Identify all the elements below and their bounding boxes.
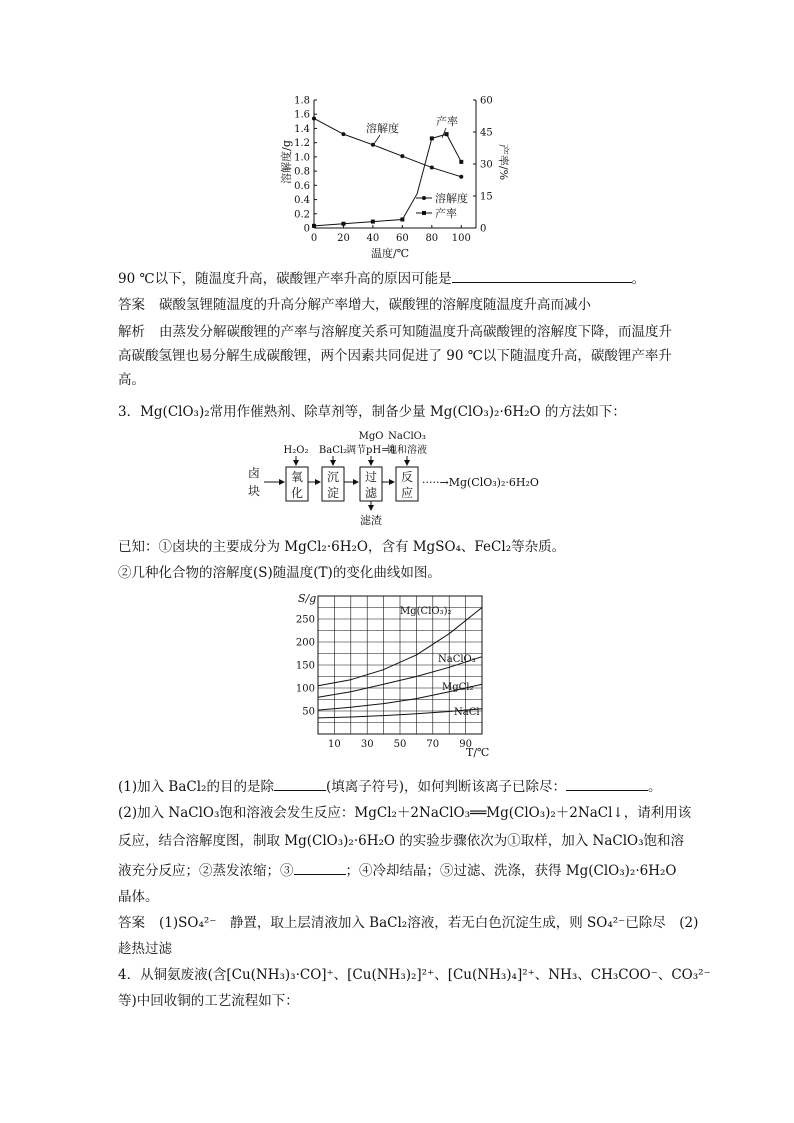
chart2-x-tick-label: 50 <box>393 739 407 750</box>
flow-box-2-char-1: 沉 <box>326 470 340 484</box>
legend-solubility-marker <box>422 196 426 200</box>
chart1-right-tick-label: 0 <box>480 223 487 235</box>
flow-box-1-char-2: 化 <box>290 486 304 500</box>
chart1-x-tick-label: 40 <box>366 233 380 244</box>
chart2-y-tick-label: 50 <box>302 706 315 718</box>
chart2-y-tick-label: 250 <box>295 614 315 626</box>
chart1-x-axis-label: 温度/℃ <box>370 247 410 260</box>
chart1-x-tick-label: 100 <box>451 233 471 244</box>
chart2-y-axis-label: S/g <box>298 592 317 605</box>
solubility-curves-chart <box>290 588 500 764</box>
flow-box-2-char-2: 淀 <box>326 486 340 500</box>
q3-sub2-line-2: 反应，结合溶解度图，制取 Mg(ClO₃)₂·6H₂O 的实验步骤依次为①取样，加入 NaClO₃饱和溶 <box>118 833 685 849</box>
chart1-left-tick-label: 0.6 <box>294 180 310 192</box>
q2-answer-text: 碳酸氢锂随温度的升高分解产率增大，碳酸锂的溶解度随温度升高而减小 <box>159 297 591 313</box>
q3-sub2-line-3b: ；④冷却结晶；⑤过滤、洗涤，获得 Mg(ClO₃)₂·6H₂O <box>345 863 677 879</box>
q2-analysis <box>118 320 678 392</box>
flow-reagent-1: H₂O₂ <box>283 445 309 456</box>
q3-sub1 <box>118 776 662 796</box>
flow-reagent-3b: 调节pH=4 <box>346 445 396 456</box>
chart1-left-tick-label: 1.2 <box>294 138 310 150</box>
yield-point <box>312 224 316 228</box>
flow-end-product: ·····→Mg(ClO₃)₂·6H₂O <box>422 476 539 489</box>
flow-box-3-char-1: 过 <box>364 470 378 484</box>
flow-reagent-2: BaCl₂ <box>318 445 348 456</box>
legend-yield-marker <box>422 211 426 215</box>
chart1-left-tick-label: 0.2 <box>294 209 310 221</box>
yield-point <box>400 217 404 221</box>
chart1-right-tick-label: 30 <box>480 159 493 171</box>
flow-box-3-char-2: 滤 <box>364 486 378 500</box>
q2-answer-label: 答案 <box>118 297 145 313</box>
q3-sub1-blank-2[interactable] <box>566 776 648 791</box>
chart1-right-axis-label: 产率/% <box>497 143 510 181</box>
chart2-x-tick-label: 90 <box>459 739 472 750</box>
chart1-left-tick-label: 0.4 <box>294 195 310 207</box>
chart2-x-tick-label: 10 <box>328 739 341 750</box>
chart1-left-tick-label: 1.4 <box>294 123 310 135</box>
flow-reagent-3a: MgO <box>358 431 384 442</box>
q3-answer-line-2: 趁热过滤 <box>118 941 172 957</box>
flow-reagent-4b: 饱和溶液 <box>387 445 427 456</box>
chart2-y-tick-label: 200 <box>295 637 315 649</box>
q3-answer-label: 答案 <box>118 915 145 931</box>
q4-line-1: 4．从铜氨废液(含[Cu(NH₃)₃·CO]⁺、[Cu(NH₃)₂]²⁺、[Cu(NH₃)₄]²⁺、NH₃、CH₃COO⁻、CO₃²⁻ <box>118 967 711 983</box>
chart1-x-tick-label: 0 <box>310 233 318 244</box>
chart1-left-tick-label: 1.0 <box>294 152 310 164</box>
flow-start-char-1: 卤 <box>248 466 261 480</box>
solubility-point <box>341 132 345 136</box>
q3-answer-text-1: (1)SO₄²⁻ 静置，取上层清液加入 BaCl₂溶液，若无白色沉淀生成，则 SO₄²⁻已除尽 (2) <box>159 915 699 931</box>
chart1-right-tick-label: 60 <box>480 95 493 107</box>
yield-annotation: 产率 <box>436 115 458 128</box>
solubility-point <box>400 154 404 158</box>
q3-sub1-blank-1[interactable] <box>274 776 326 791</box>
chart2-x-axis-label: T/℃ <box>466 746 490 759</box>
q2-analysis-label: 解析 <box>118 324 145 340</box>
chart2-y-tick-label: 150 <box>295 660 315 672</box>
q3-flow-diagram <box>240 427 580 527</box>
q2-question-text: 90 ℃以下，随温度升高，碳酸锂产率升高的原因可能是 <box>118 271 452 287</box>
chart1-left-tick-label: 1.8 <box>294 95 310 107</box>
chart1-x-tick-label: 60 <box>395 233 409 244</box>
flow-start-char-2: 块 <box>248 484 261 498</box>
curve-label-mg-clo3: Mg(ClO₃)₂ <box>400 606 452 617</box>
q3-sub1-part-c: 。 <box>648 779 662 795</box>
q4-line-2: 等)中回收铜的工艺流程如下： <box>118 993 299 1009</box>
chart1-left-tick-label: 1.6 <box>294 109 310 121</box>
chart2-y-tick-label: 100 <box>295 683 315 695</box>
curve-label-mgcl2: MgCl₂ <box>442 682 474 693</box>
q2-analysis-text: 由蒸发分解碳酸锂的产率与溶解度关系可知随温度升高碳酸锂的溶解度下降，而温度升高碳酸氢锂也易分解生成碳酸锂，两个因素共同促进了 90 ℃以下随温度升高，碳酸锂产率升高。 <box>118 324 672 388</box>
chart1-right-tick-label: 15 <box>480 191 493 203</box>
q2-answer <box>118 296 591 314</box>
flow-reagent-4a: NaClO₃ <box>388 431 426 442</box>
curve-label-nacl: NaCl <box>454 707 480 718</box>
yield-point <box>341 222 345 226</box>
q2-question <box>118 268 645 288</box>
chart1-left-axis-label: 溶解度/g <box>280 140 293 184</box>
chart1-right-tick-label: 45 <box>480 127 493 139</box>
q3-stem: 3．Mg(ClO₃)₂常用作催熟剂、除草剂等，制备少量 Mg(ClO₃)₂·6H₂O 的方法如下： <box>118 404 626 420</box>
flow-box-1-char-1: 氧 <box>290 470 304 484</box>
q2-question-end: 。 <box>631 271 646 287</box>
legend-solubility-label: 溶解度 <box>435 192 468 205</box>
flow-box-4-char-1: 反 <box>400 470 414 484</box>
q3-sub2-blank[interactable] <box>294 860 346 875</box>
chart2-x-tick-label: 30 <box>360 739 374 750</box>
chart1-left-tick-label: 0 <box>303 223 310 235</box>
chart1-x-tick-label: 20 <box>337 233 350 244</box>
q3-known-1: 已知：①卤块的主要成分为 MgCl₂·6H₂O，含有 MgSO₄、FeCl₂等杂质。 <box>118 539 566 555</box>
solubility-annotation-pointer <box>374 135 380 144</box>
q3-sub1-part-a: (1)加入 BaCl₂的目的是除 <box>118 779 274 795</box>
q3-sub1-part-b: (填离子符号)，如何判断该离子已除尽： <box>325 779 566 795</box>
solubility-point <box>312 116 316 120</box>
yield-point <box>445 132 449 136</box>
solubility-point <box>459 175 463 179</box>
legend-yield-label: 产率 <box>435 207 457 220</box>
yield-point <box>371 220 375 224</box>
q3-sub2-line-3 <box>118 860 676 880</box>
chart1-left-tick-label: 0.8 <box>294 166 310 178</box>
solubility-point <box>430 166 434 170</box>
chart2-x-tick-label: 70 <box>426 739 440 750</box>
solubility-annotation: 溶解度 <box>366 122 399 135</box>
q3-answer-line-1 <box>118 914 698 932</box>
q3-sub2-line-1: (2)加入 NaClO₃饱和溶液会发生反应：MgCl₂＋2NaClO₃══Mg(ClO₃)₂＋2NaCl↓，请利用该 <box>118 805 692 821</box>
flow-byproduct: 滤渣 <box>360 514 382 527</box>
flow-box-4-char-2: 应 <box>400 486 414 500</box>
curve-label-naclo3: NaClO₃ <box>438 654 476 665</box>
chart1-x-tick-label: 80 <box>425 233 439 244</box>
q3-sub2-line-3a: 液充分反应；②蒸发浓缩；③ <box>118 863 294 879</box>
q3-known-2: ②几种化合物的溶解度(S)随温度(T)的变化曲线如图。 <box>118 565 441 581</box>
q2-answer-blank[interactable] <box>452 268 632 283</box>
yield-solubility-chart <box>270 92 520 264</box>
yield-point <box>459 160 463 164</box>
q3-sub2-line-4: 晶体。 <box>118 889 159 905</box>
yield-point <box>430 136 434 140</box>
